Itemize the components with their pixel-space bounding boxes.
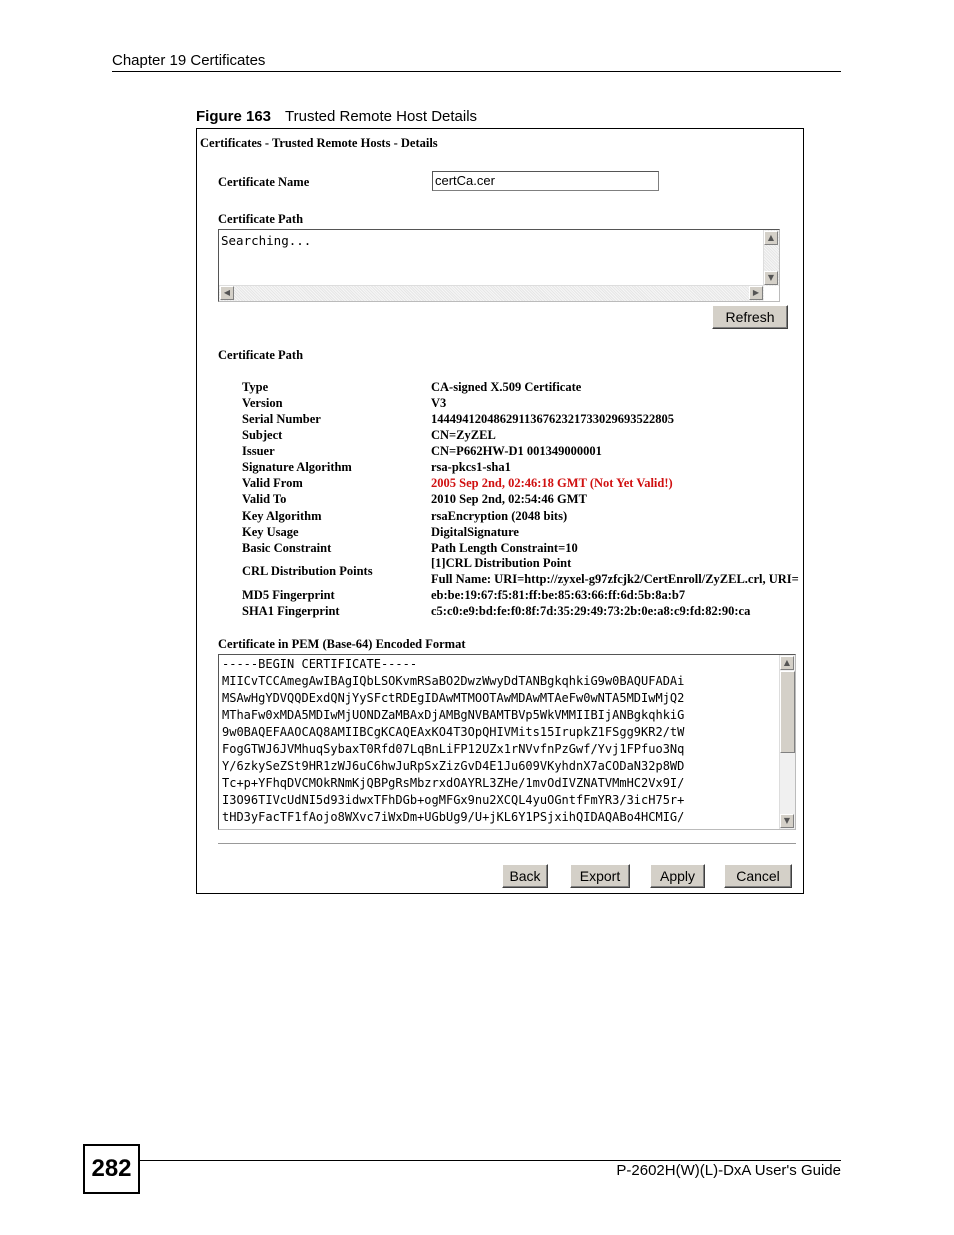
certificate-path-section-label: Certificate Path — [218, 348, 304, 362]
figure-title: Trusted Remote Host Details — [285, 108, 478, 125]
detail-label: Signature Algorithm — [242, 460, 352, 474]
crl-label: CRL Distribution Points — [242, 564, 373, 578]
detail-label: Basic Constraint — [242, 541, 332, 555]
detail-value: 2010 Sep 2nd, 02:54:46 GMT — [431, 492, 587, 506]
detail-label: Type — [242, 380, 269, 394]
crl-value-line1: [1]CRL Distribution Point — [431, 556, 572, 570]
detail-label: Key Algorithm — [242, 509, 322, 523]
footer-rule — [140, 1160, 841, 1161]
button-separator — [218, 843, 796, 844]
page-number: 282 — [83, 1144, 140, 1194]
detail-value: CA-signed X.509 Certificate — [431, 380, 582, 394]
pem-line: Y/6zkySeZSt9HR1zWJ6uC6hwJuRpSxZizGvD4E1Ju609VKyhdnX7aCODaN32p8WD — [222, 759, 685, 773]
panel-title: Certificates - Trusted Remote Hosts - Details — [200, 136, 438, 150]
pem-line: Tc+p+YFhqDVCMOkRNmKjQBPgRsMbzrxdOAYRL3ZHe/1mvOdIVZNATVMmHC2Vx9I/ — [222, 776, 685, 790]
detail-label: Serial Number — [242, 412, 321, 426]
fingerprint-label: SHA1 Fingerprint — [242, 604, 340, 618]
pem-line: tHD3yFacTF1fAojo8WXvc7iWxDm+UGbUg9/U+jKL6Y1PSjxihQIDAQABo4HCMIG/ — [222, 810, 685, 824]
pem-vertical-scrollbar[interactable] — [779, 655, 795, 829]
scroll-thumb[interactable] — [780, 671, 795, 753]
detail-value: V3 — [431, 396, 447, 410]
pem-certificate-textarea[interactable] — [218, 654, 796, 830]
detail-value: DigitalSignature — [431, 525, 519, 539]
certificate-name-label: Certificate Name — [218, 175, 310, 189]
detail-label: Key Usage — [242, 525, 299, 539]
detail-value: CN=ZyZEL — [431, 428, 496, 442]
pem-text — [222, 656, 684, 826]
pem-line: MIICvTCCAmegAwIBAgIQbLSOKvmRSaBO2DwzWwyDdTANBgkqhkiG9w0BAQUFADAi — [222, 674, 685, 688]
pem-line: MThaFw0xMDA5MDIwMjUONDZaMBAxDjAMBgNVBAMTBVp5WkVMMIIBIjANBgkqhkiG — [222, 708, 685, 722]
detail-value: rsa-pkcs1-sha1 — [431, 460, 511, 474]
scroll-down-icon[interactable]: ▼ — [780, 814, 794, 828]
scroll-right-icon[interactable]: ▶ — [749, 286, 763, 300]
path-vertical-scrollbar[interactable] — [763, 230, 779, 286]
back-button[interactable]: Back — [502, 864, 548, 888]
pem-line: FogGTWJ6JVMhuqSybaxT0Rfd07LqBnLiFP12UZx1rNVvfnPzGwf/Yvj1FPfuo3Nq — [222, 742, 685, 756]
refresh-button[interactable]: Refresh — [712, 305, 788, 329]
guide-title: P-2602H(W)(L)-DxA User's Guide — [616, 1162, 841, 1179]
scroll-left-icon[interactable]: ◀ — [220, 286, 234, 300]
detail-label: Valid From — [242, 476, 303, 490]
cancel-button[interactable]: Cancel — [724, 864, 792, 888]
path-horizontal-scrollbar[interactable] — [219, 285, 764, 301]
scroll-down-icon[interactable]: ▼ — [764, 271, 778, 285]
detail-label: Version — [242, 396, 283, 410]
pem-line: MSAwHgYDVQQDExdQNjYySFctRDEgIDAwMTMOOTAwMDAwMTAeFw0wNTA5MDIwMjQ2 — [222, 691, 685, 705]
detail-label: Subject — [242, 428, 283, 442]
fingerprint-value: c5:c0:e9:bd:fe:f0:8f:7d:35:29:49:73:2b:0e:a8:c9:fd:82:90:ca — [431, 604, 751, 618]
fingerprint-label: MD5 Fingerprint — [242, 588, 335, 602]
valid-from-warning-value: 2005 Sep 2nd, 02:46:18 GMT (Not Yet Valid!) — [431, 476, 673, 490]
header-rule — [112, 71, 841, 72]
certificate-name-input[interactable]: certCa.cer — [432, 171, 659, 191]
chapter-header: Chapter 19 Certificates — [112, 52, 266, 69]
certificate-path-text: Searching... — [221, 233, 312, 248]
detail-value: rsaEncryption (2048 bits) — [431, 509, 568, 523]
figure-label: Figure 163 — [196, 108, 272, 125]
apply-button[interactable]: Apply — [650, 864, 705, 888]
crl-value-line2: Full Name: URI=http://zyxel-g97zfcjk2/CertEnroll/ZyZEL.crl, URI= — [431, 572, 799, 586]
scroll-up-icon[interactable]: ▲ — [764, 231, 778, 245]
detail-value: CN=P662HW-D1 001349000001 — [431, 444, 602, 458]
detail-label: Issuer — [242, 444, 275, 458]
certificate-details-panel — [196, 128, 804, 894]
detail-value: 144494120486291136762321733029693522805 — [431, 412, 675, 426]
pem-line: 9w0BAQEFAAOCAQ8AMIIBCgKCAQEAxKO4T3OpQHIVMits15IrupkZ1FSgg9KR2/tW — [222, 725, 685, 739]
pem-format-label: Certificate in PEM (Base-64) Encoded Format — [218, 637, 466, 651]
certificate-path-textarea[interactable] — [218, 229, 780, 302]
fingerprint-value: eb:be:19:67:f5:81:ff:be:85:63:66:ff:6d:5b:8a:b7 — [431, 588, 686, 602]
figure-caption — [196, 108, 477, 125]
export-button[interactable]: Export — [570, 864, 630, 888]
pem-line: I3O96TIVcUdNI5d93idwxTFhDGb+ogMFGx9nu2XCQL4yuOGntfFmYR3/3icH75r+ — [222, 793, 685, 807]
certificate-path-label: Certificate Path — [218, 212, 304, 226]
scroll-up-icon[interactable]: ▲ — [780, 656, 794, 670]
detail-value: Path Length Constraint=10 — [431, 541, 578, 555]
detail-label: Valid To — [242, 492, 287, 506]
pem-line: -----BEGIN CERTIFICATE----- — [222, 657, 418, 671]
